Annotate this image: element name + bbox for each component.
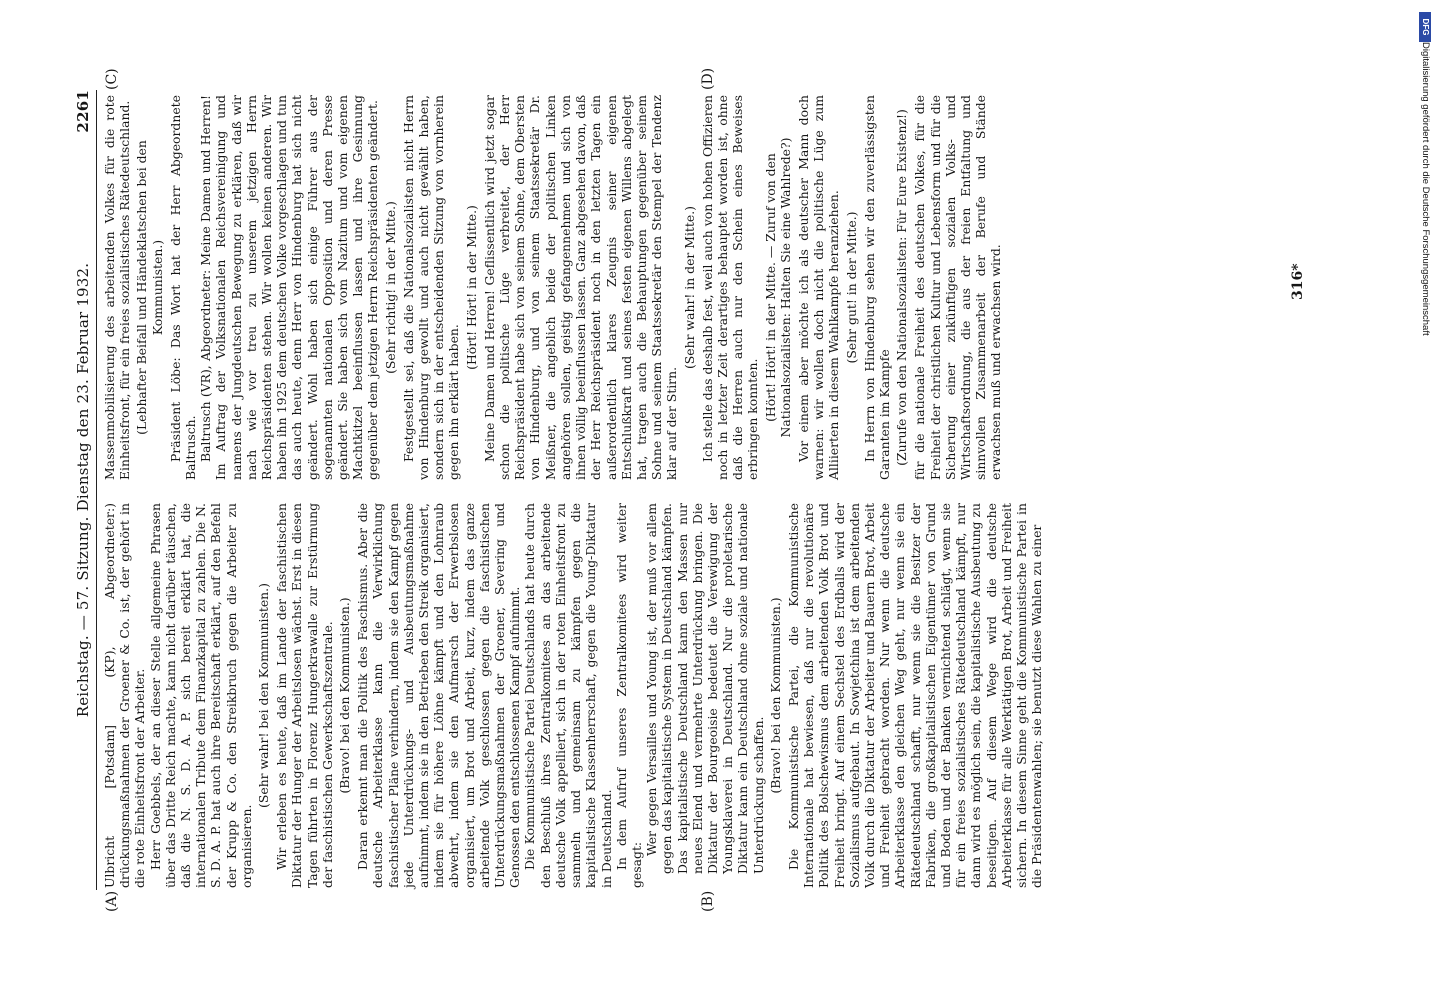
margin-mark-d: (D): [700, 67, 716, 90]
speaker-paragraph: Präsident Löbe: Das Wort hat der Herr Abgeordnete Baltrusch.: [167, 95, 199, 480]
signature-mark: 316*: [1290, 263, 1306, 300]
paragraph: Vor einem aber möchte ich als deutscher Mann doch warnen: wir wollen doch nicht die politische Lüge zum Alliierten in diesem Wahlkampfe heranziehen.: [795, 95, 842, 480]
page-number: 2261: [74, 90, 92, 133]
paragraph: Die Kommunistische Partei Deutschlands hat heute durch den Beschluß ihres Zentralkomitees an das arbeitende deutsche Volk appelliert, sich in der roten Einheitsfront zu sammeln und gemeinsam zu kämpfen gegen die kapitalistische Klassenherrschaft, gegen die Young-Diktatur in Deutschland.: [522, 503, 614, 888]
dfg-logo: DFG: [1419, 12, 1431, 42]
running-header: [74, 90, 97, 890]
interjection: (Sehr gut! in der Mitte.): [843, 211, 859, 364]
quoted-paragraph: Wer gegen Versailles und Young ist, der muß vor allem gegen das kapitalistische System in Deutschland kämpfen. Das kapitalistische Deutschland kann den Massen nur neues Elend und vermehrte Unterdrückung bringen. Die Diktatur der Bourgeoisie bedeutet die Verewigung der Youngsklaverei in Deutschland. Nur die proletarische Diktatur kann ein Deutschland ohne soziale und nationale Unterdrückung schaffen.: [644, 503, 766, 874]
interjection: (Zurufe von den Nationalsozialisten: Für Eure Existenz!): [894, 109, 910, 466]
running-title: Reichstag. — 57. Sitzung. Dienstag den 23. Februar 1932.: [74, 262, 92, 718]
interjection: (Sehr richtig! in der Mitte.): [382, 201, 398, 374]
dfg-funding-notice: [1418, 8, 1434, 998]
interjection: (Sehr wahr! in der Mitte.): [681, 205, 697, 370]
interjection: (Bravo! bei den Kommunisten.): [767, 597, 783, 794]
paragraph: Herr Goebbels, der an dieser Stelle allgemeine Phrasen über das Dritte Reich machte, kann nicht darüber täuschen, daß die N. S. D. A. P. sich bereit erklärt hat, die internationalen Tribute dem Finanzkapital zu zahlen. Die N. S. D. A. P. hat auch ihre Bereitschaft erklärt, auf den Befehl der Krupp & Co. den Streikbruch gegen die Arbeiter zu organisieren.: [147, 503, 254, 888]
paragraph: In dem Aufruf unseres Zentralkomitees wird weiter gesagt:: [613, 503, 644, 888]
interjection: (Hört! Hört! in der Mitte. — Zuruf von den Nationalsozialisten: Halten Sie eine Wahlrede?): [762, 137, 793, 438]
margin-mark-a: (A): [104, 890, 120, 912]
paragraph: Massenmobilisierung des arbeitenden Volkes für die rote Einheitsfront, für ein freies sozialistisches Rätedeutschland.: [102, 95, 133, 480]
paragraph: Wir erleben es heute, daß im Lande der faschistischen Diktatur der Hunger der Arbeitslosen wächst. Erst in diesen Tagen führten in Florenz Hungerkrawalle zur Erstürmung der faschistischen Gewerkschaftszentrale.: [274, 503, 335, 888]
margin-mark-c: (C): [104, 68, 120, 90]
paragraph: Ulbricht [Potsdam] (KP), Abgeordneter:) drückungsmaßnahmen der Groener & Co. ist, der gehört in die rote Einheitsfront der Arbeiter.: [102, 503, 148, 888]
margin-mark-b: (B): [700, 890, 716, 912]
interjection: (Lebhafter Beifall und Händeklatschen bei den Kommunisten.): [134, 140, 165, 435]
dfg-notice-text: Digitalisierung gefördert durch die Deutsche Forschungsgemeinschaft: [1420, 42, 1431, 336]
interjection: (Sehr wahr! bei den Kommunisten.): [256, 583, 272, 808]
right-text-column: [102, 95, 1004, 480]
interjection: (Bravo! bei den Kommunisten.): [337, 597, 353, 794]
paragraph: Die Kommunistische Partei, die Kommunistische Internationale hat bewiesen, daß nur die revolutionäre Politik des Bolschewismus dem arbeitenden Volk Brot und Freiheit bringt. Auf einem Sechstel des Erdballs wird der Sozialismus aufgebaut. In Sowjetchina ist dem arbeitenden Volk durch die Diktatur der Arbeiter und Bauern Brot, Arbeit und Freiheit gebracht worden. Nur wenn die deutsche Arbeiterklasse den gleichen Weg geht, nur wenn sie ein Rätedeutschland schafft, nur wenn sie die Besitzer der Fabriken, die großkapitalistischen Eigentümer von Grund und Boden und der Banken vernichtend schlägt, wenn sie für ein freies sozialistisches Rätedeutschland kämpft, nur dann wird es möglich sein, die kapitalistische Ausbeutung zu beseitigen. Auf diesem Wege wird die deutsche Arbeiterklasse für alle Werktätigen Brot, Arbeit und Freiheit sichern. In diesem Sinne geht die Kommunistische Partei in die Präsidentenwahlen; sie benutzt diese Wahlen zu einer: [785, 503, 1045, 888]
paragraph: In Herrn von Hindenburg sehen wir den zuverlässigsten Garanten im Kampfe: [861, 95, 892, 480]
paragraph: Festgestellt sei, daß die Nationalsozialisten nicht Herrn von Hindenburg gewollt und auch nicht gewählt haben, sondern sich in der entscheidenden Sitzung von vornherein gegen ihn erklärt haben.: [400, 95, 462, 480]
left-text-column: [102, 503, 1044, 888]
paragraph: Ich stelle das deshalb fest, weil auch von hohen Offizieren noch in letzter Zeit derartiges behauptet worden ist, ohne daß die Herren auch nur den Schein eines Beweises erbringen konnten.: [699, 95, 761, 480]
paragraph: Daran erkennt man die Politik des Faschismus. Aber die deutsche Arbeiterklasse kann die Verwirklichung faschistischer Pläne verhindern, indem sie den Kampf gegen jede Unterdrückungs- und Ausbeutungsmaßnahme aufnimmt, indem sie in den Betrieben den Streik organisiert, indem sie für höhere Löhne kämpft und den Lohnraub abwehrt, indem sie den Aufmarsch der Erwerbslosen organisiert, um Brot und Arbeit, kurz, indem das ganze arbeitende Volk geschlossen gegen die faschistischen Unterdrückungsmaßnahmen der Groener, Severing und Genossen den entschlossenen Kampf aufnimmt.: [355, 503, 523, 888]
speaker-paragraph: Baltrusch (VR), Abgeordneter: Meine Damen und Herren! Im Auftrag der Volksnationalen Reichsvereinigung und namens der Jungdeutschen Bewegung zu erklären, daß wir nach wie vor treu zu unserem jetzigen Herrn Reichspräsidenten stehen. Wir wollen keinen anderen. Wir haben ihn 1925 dem deutschen Volke vorgeschlagen und tun das auch heute, denn Herr von Hindenburg hat sich nicht geändert. Wohl haben sich einige Führer aus der sogenannten nationalen Opposition und deren Presse geändert. Sie haben sich vom Nazitum und vom eigenen Machtkitzel beeinflussen lassen und ihre Gesinnung gegenüber dem jetzigen Herrn Reichspräsidenten geändert.: [198, 95, 381, 480]
interjection: (Hört! Hört! in der Mitte.): [463, 205, 479, 370]
paragraph: Meine Damen und Herren! Geflissentlich wird jetzt sogar schon die politische Lüge verbreitet, der Herr Reichspräsident habe sich von seinem Sohne, dem Obersten von Hindenburg, und von seinem Staatssekretär Dr. Meißner, die angeblich beide der politischen Linken angehören sollen, geistig gefangennehmen und sich von ihnen völlig beeinflussen lassen. Ganz abgesehen davon, daß der Herr Reichspräsident noch in den letzten Tagen ein außerordentlich klares Zeugnis seiner eigenen Entschlußkraft und seines festen eigenen Willens abgelegt hat, tragen auch die Behauptungen gegenüber seinem Sohne und seinem Staatssekretär den Stempel der Tendenz klar auf der Stirn.: [481, 95, 680, 480]
paragraph: für die nationale Freiheit des deutschen Volkes, für die Freiheit der christlichen Kultur und Lebensform und für die Sicherung einer zukünftigen sozialen Volks- und Wirtschaftsordnung, die aus der freien Entfaltung und sinnvollen Zusammenarbeit der Berufe und Stände erwachsen muß und erwachsen wird.: [912, 95, 1004, 480]
